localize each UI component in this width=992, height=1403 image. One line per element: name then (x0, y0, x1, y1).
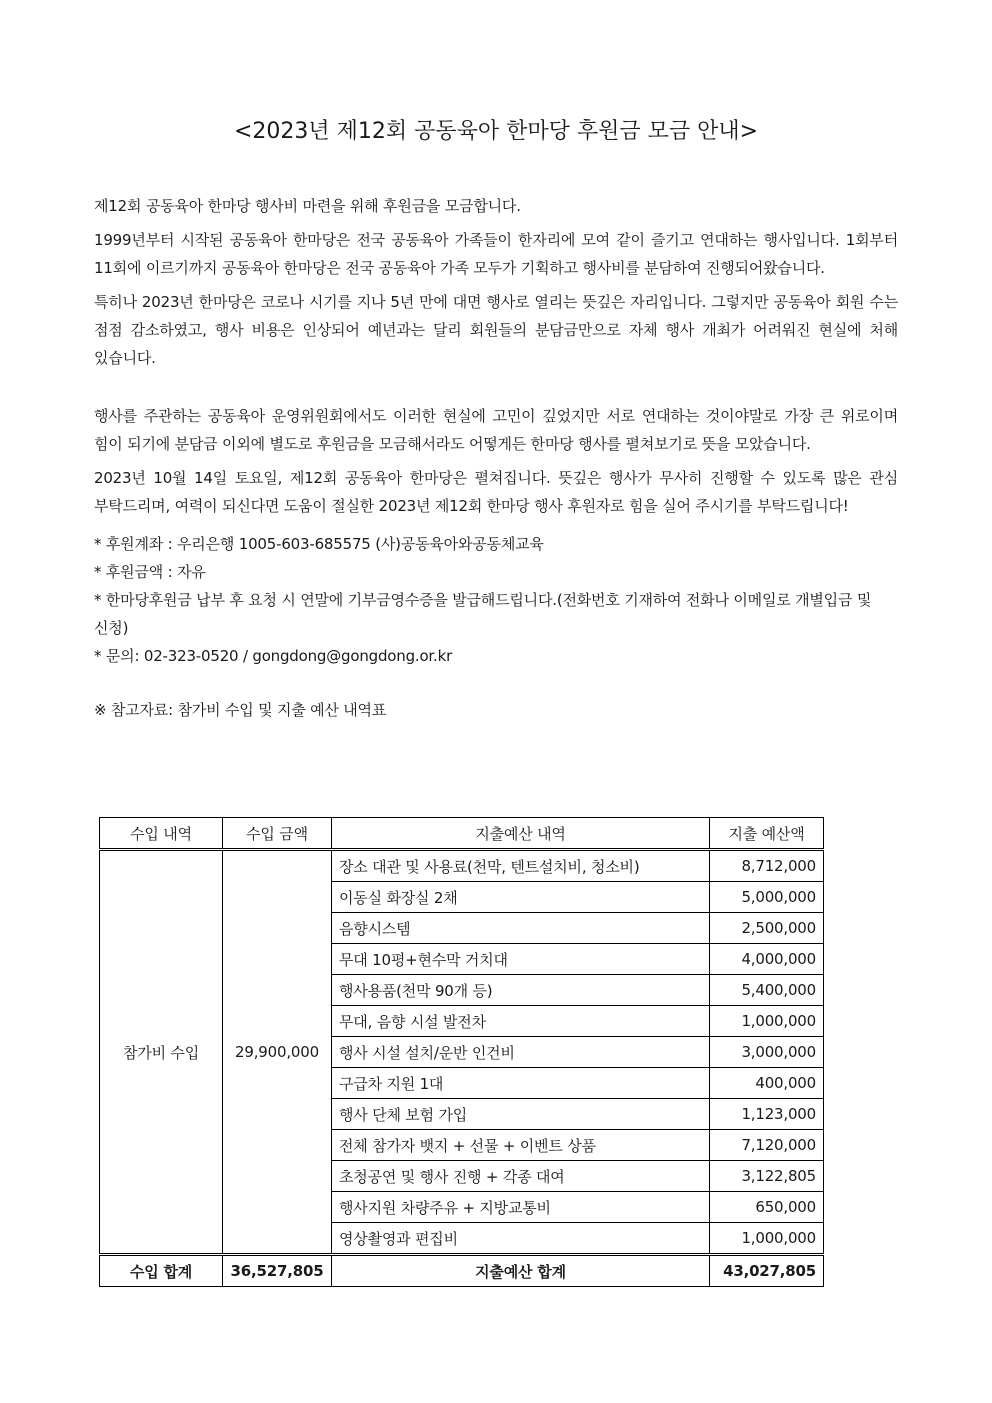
paragraph-situation: 특히나 2023년 한마당은 코로나 시기를 지나 5년 만에 대면 행사로 열리는 뜻깊은 자리입니다. 그렇지만 공동육아 회원 수는 점점 감소하였고, 행사 비용은 인상되어 예년과는 달리 회원들의 분담금만으로 자체 행사 개최가 어려워진 현실에 처해 있습니다. (94, 293, 898, 367)
expense-item-cell: 장소 대관 및 사용료(천막, 텐트설치비, 청소비) (332, 850, 710, 882)
total-expense-value: 43,027,805 (710, 1255, 824, 1287)
income-amount-cell: 29,900,000 (223, 850, 332, 1255)
expense-item-cell: 행사용품(천막 90개 등) (332, 975, 710, 1006)
expense-item-cell: 음향시스템 (332, 913, 710, 944)
bullet-receipt: * 한마당후원금 납부 후 요청 시 연말에 기부금영수증을 발급해드립니다.(전화번호 기재하여 전화나 이메일로 개별입금 및 신청) (94, 591, 872, 637)
expense-item-cell: 구급차 지원 1대 (332, 1068, 710, 1099)
expense-item-cell: 전체 참가자 뱃지 + 선물 + 이벤트 상품 (332, 1130, 710, 1161)
expense-amount-cell: 5,400,000 (710, 975, 824, 1006)
header-expense-amount: 지출 예산액 (710, 818, 824, 850)
paragraph-history: 1999년부터 시작된 공동육아 한마당은 전국 공동육아 가족들이 한자리에 모여 같이 즐기고 연대하는 행사입니다. 1회부터 11회에 이르기까지 공동육아 한마당은 전국 공동육아 가족 모두가 기획하고 행사비를 분담하여 진행되어왔습니다. (94, 231, 898, 277)
expense-amount-cell: 8,712,000 (710, 850, 824, 882)
table-total-row (100, 1255, 824, 1287)
expense-amount-cell: 5,000,000 (710, 882, 824, 913)
expense-amount-cell: 650,000 (710, 1192, 824, 1223)
expense-amount-cell: 3,000,000 (710, 1037, 824, 1068)
table-header-row (100, 818, 824, 850)
expense-amount-cell: 3,122,805 (710, 1161, 824, 1192)
expense-item-cell: 행사 시설 설치/운반 인건비 (332, 1037, 710, 1068)
donation-info-list (94, 530, 898, 670)
expense-amount-cell: 400,000 (710, 1068, 824, 1099)
header-income-item: 수입 내역 (100, 818, 223, 850)
expense-item-cell: 이동실 화장실 2채 (332, 882, 710, 913)
budget-table (99, 817, 824, 1287)
header-expense-item: 지출예산 내역 (332, 818, 710, 850)
document-body (94, 192, 898, 724)
table-note: ※ 참고자료: 참가비 수입 및 지출 예산 내역표 (94, 701, 387, 719)
bullet-amount: * 후원금액 : 자유 (94, 563, 206, 581)
document-title: <2023년 제12회 공동육아 한마당 후원금 모금 안내> (233, 119, 759, 144)
total-income-value: 36,527,805 (223, 1255, 332, 1287)
table-body (100, 850, 824, 1255)
total-income-label: 수입 합계 (100, 1255, 223, 1287)
expense-amount-cell: 1,000,000 (710, 1006, 824, 1037)
expense-item-cell: 행사지원 차량주유 + 지방교통비 (332, 1192, 710, 1223)
expense-amount-cell: 2,500,000 (710, 913, 824, 944)
paragraph-request: 2023년 10월 14일 토요일, 제12회 공동육아 한마당은 펼쳐집니다. 뜻깊은 행사가 무사히 진행할 수 있도록 많은 관심 부탁드리며, 여력이 되신다면 도움이 절실한 2023년 제12회 한마당 행사 후원자로 힘을 실어 주시기를 부탁드립니다! (94, 469, 898, 515)
bullet-account: * 후원계좌 : 우리은행 1005-603-685575 (사)공동육아와공동체교육 (94, 535, 544, 553)
expense-amount-cell: 1,000,000 (710, 1223, 824, 1255)
paragraph-intro: 제12회 공동육아 한마당 행사비 마련을 위해 후원금을 모금합니다. (94, 197, 521, 215)
table-row (100, 850, 824, 882)
expense-item-cell: 행사 단체 보험 가입 (332, 1099, 710, 1130)
total-expense-label: 지출예산 합계 (332, 1255, 710, 1287)
expense-item-cell: 무대, 음향 시설 발전차 (332, 1006, 710, 1037)
header-income-amount: 수입 금액 (223, 818, 332, 850)
expense-item-cell: 영상촬영과 편집비 (332, 1223, 710, 1255)
expense-item-cell: 무대 10평+현수막 거치대 (332, 944, 710, 975)
paragraph-committee: 행사를 주관하는 공동육아 운영위원회에서도 이러한 현실에 고민이 깊었지만 서로 연대하는 것이야말로 가장 큰 위로이며 힘이 되기에 분담금 이외에 별도로 후원금을 모금해서라도 어떻게든 한마당 행사를 펼쳐보기로 뜻을 모았습니다. (94, 407, 898, 453)
expense-amount-cell: 4,000,000 (710, 944, 824, 975)
expense-amount-cell: 7,120,000 (710, 1130, 824, 1161)
bullet-contact: * 문의: 02-323-0520 / gongdong@gongdong.or.kr (94, 647, 453, 665)
expense-item-cell: 초청공연 및 행사 진행 + 각종 대여 (332, 1161, 710, 1192)
expense-amount-cell: 1,123,000 (710, 1099, 824, 1130)
income-item-cell: 참가비 수입 (100, 850, 223, 1255)
